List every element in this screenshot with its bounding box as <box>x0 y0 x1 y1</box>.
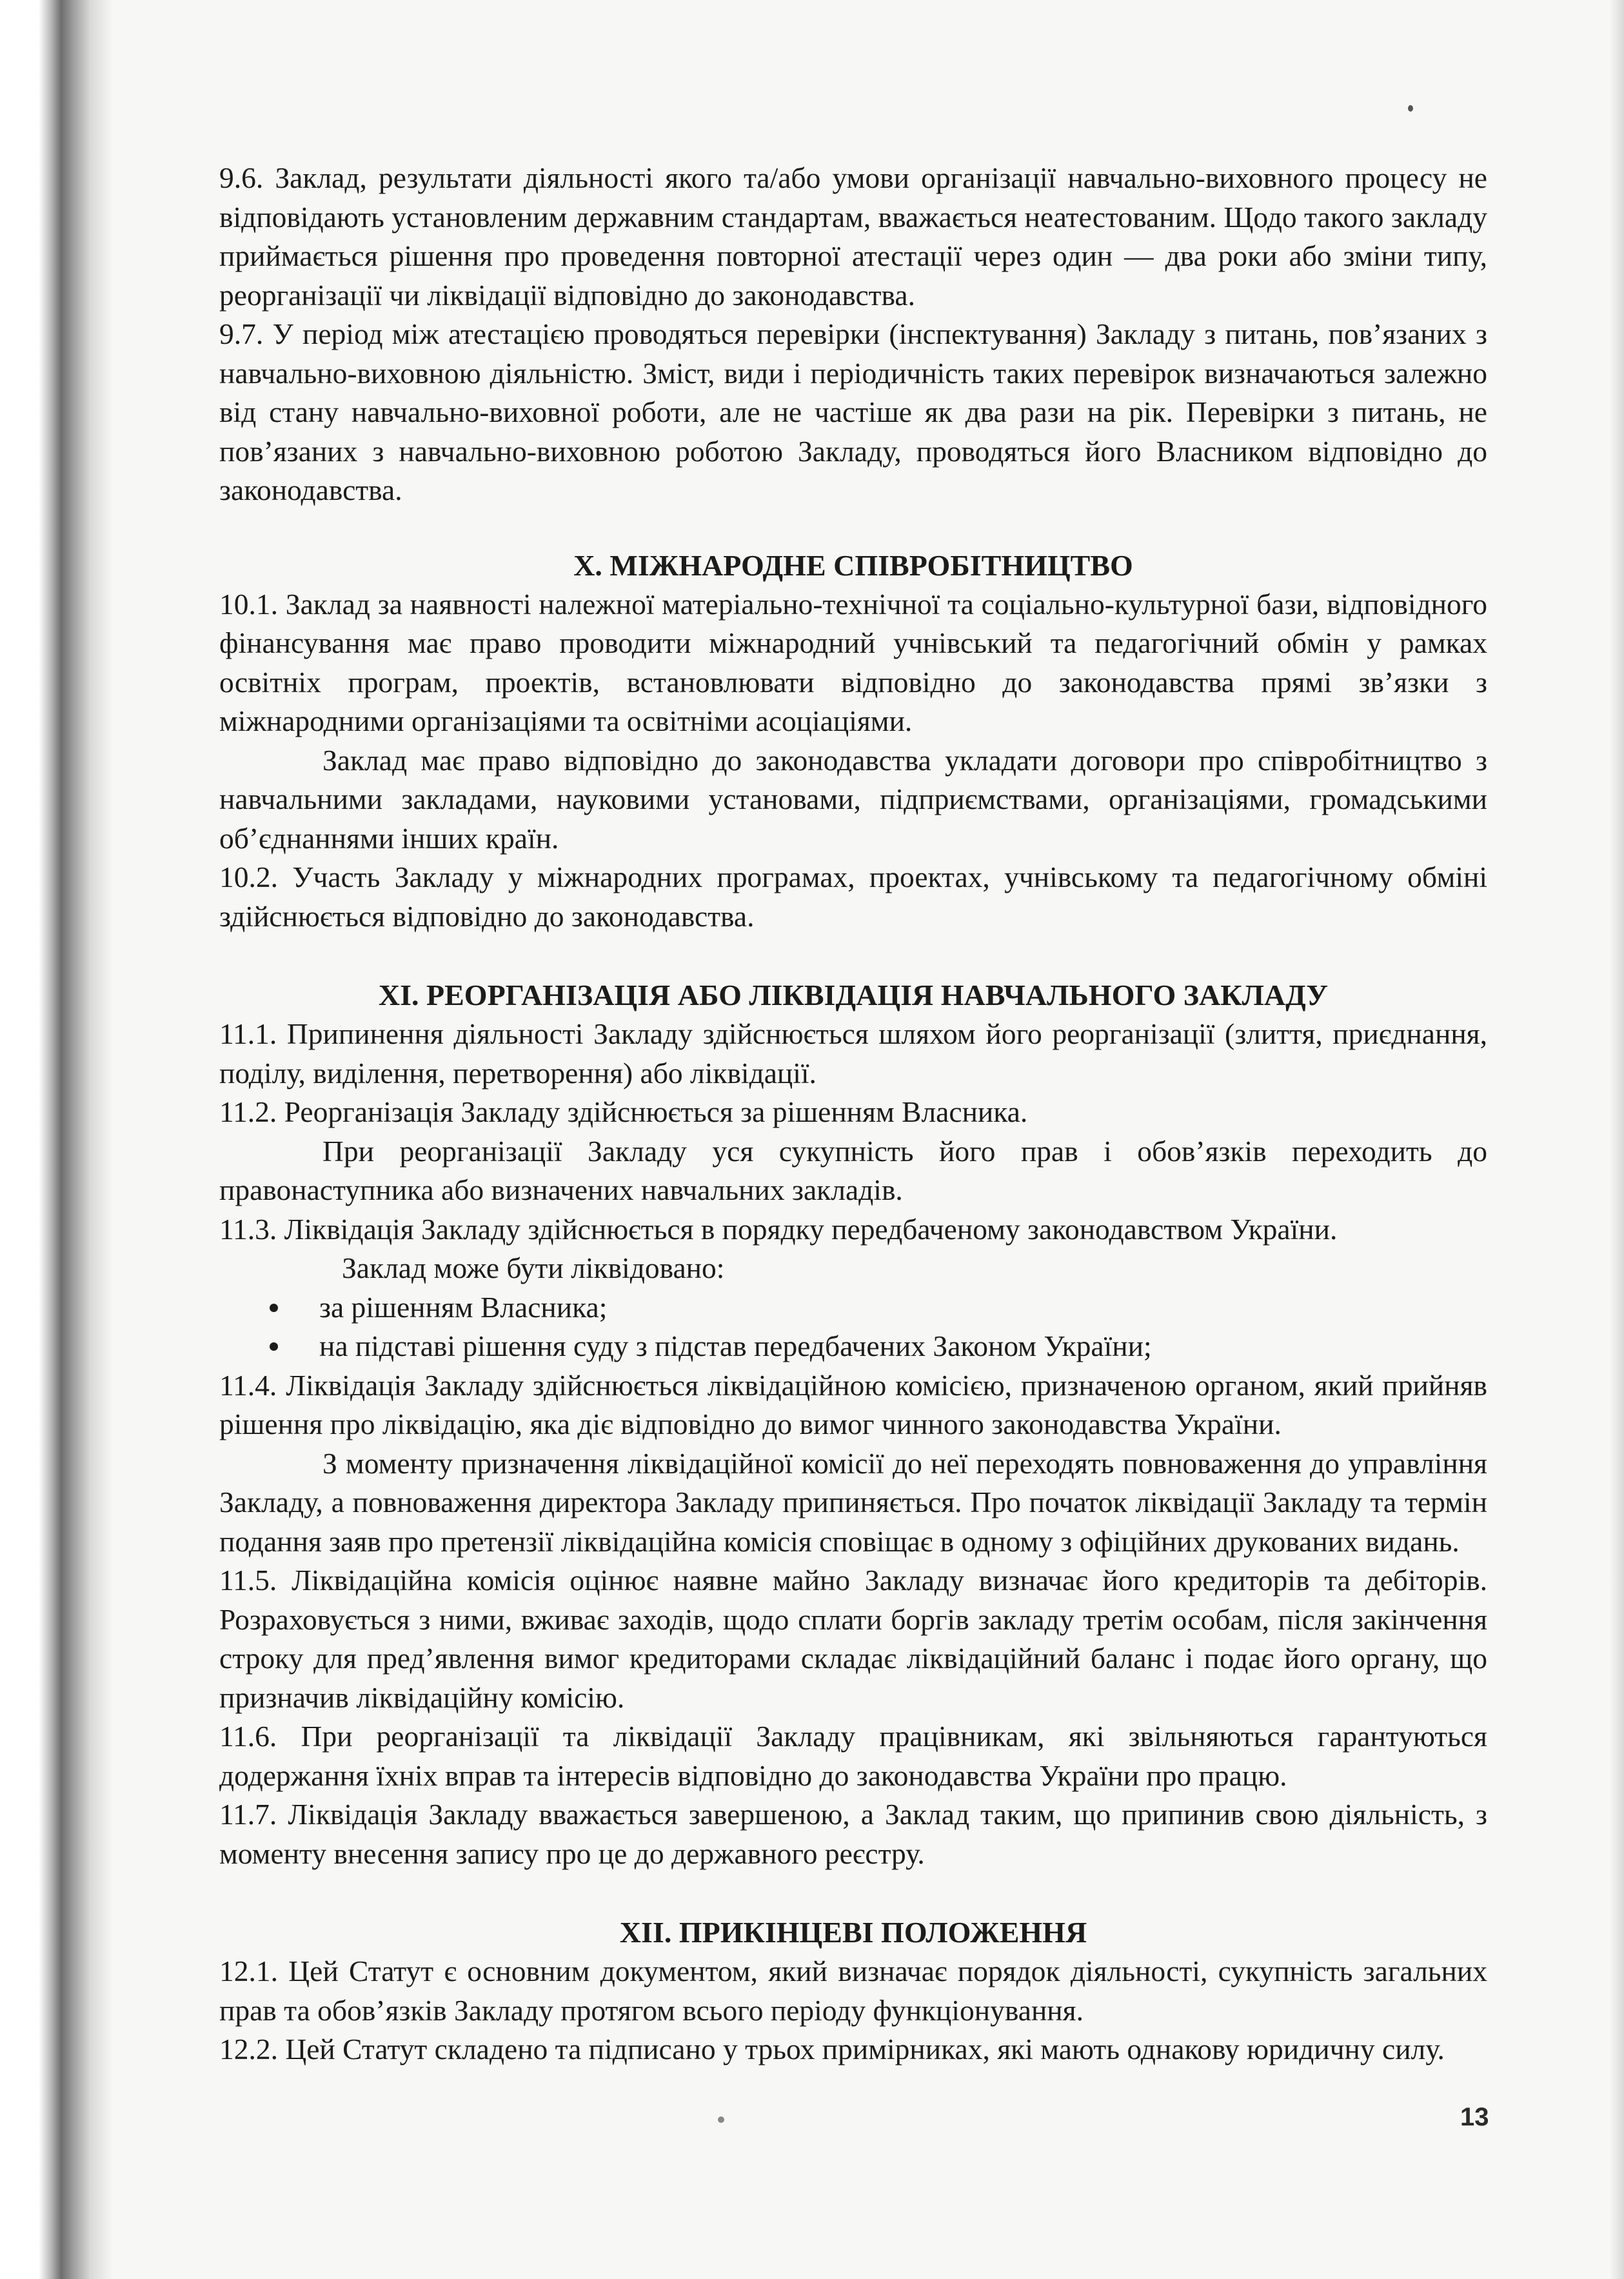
paragraph-11-2: 11.2. Реорганізація Закладу здійснюється за рішенням Власника. <box>219 1095 1028 1128</box>
scan-speck <box>1408 105 1413 112</box>
list-item <box>219 1288 1487 1328</box>
paragraph-12-1: 12.1. Цей Статут є основним документом, який визначає порядок діяльності, сукупність загальних прав та обов’язків Закладу протягом всього періоду функціонування. <box>219 1955 1487 2027</box>
scan-edge-shadow <box>1610 0 1624 2279</box>
section-xi-heading: XI. РЕОРГАНІЗАЦІЯ АБО ЛІКВІДАЦІЯ НАВЧАЛЬНОГО ЗАКЛАДУ <box>378 979 1329 1011</box>
paragraph-11-4: 11.4. Ліквідація Закладу здійснюється ліквідаційною комісією, призначеною органом, який прийняв рішення про ліквідацію, яка діє відповідно до вимог чинного законодавства України. <box>219 1368 1487 1440</box>
bullet-icon <box>270 1342 278 1351</box>
paragraph-12-2: 12.2. Цей Статут складено та підписано у трьох примірниках, які мають однакову юридичну силу. <box>219 2033 1445 2065</box>
bullet-icon <box>270 1304 278 1312</box>
paragraph-11-2-cont: При реорганізації Закладу уся сукупність його прав і обов’язків переходить до правонаступника або визначених навчальних закладів. <box>219 1134 1487 1206</box>
paragraph-11-1: 11.1. Припинення діяльності Закладу здійснюється шляхом його реорганізації (злиття, приєднання, поділу, виділення, перетворення) або ліквідації. <box>219 1017 1487 1090</box>
paragraph-10-1: 10.1. Заклад за наявності належної матеріально-технічної та соціально-культурної бази, відповідного фінансування має право проводити міжнародний учнівський та педагогічний обмін у рамках освітніх програм, проектів, встановлювати відповідно до законодавства прямі зв’язки з міжнародними організаціями та освітніми асоціаціями. <box>219 587 1487 737</box>
scan-binding-shadow <box>0 0 113 2279</box>
scan-speck <box>718 2116 724 2123</box>
section-x-heading: X. МІЖНАРОДНЕ СПІВРОБІТНИЦТВО <box>573 548 1133 582</box>
list-item-text: за рішенням Власника; <box>319 1290 608 1324</box>
paragraph-10-2: 10.2. Участь Закладу у міжнародних програмах, проектах, учнівському та педагогічному обміні здійснюється відповідно до законодавства. <box>219 861 1487 933</box>
paragraph-11-3-cont: Заклад може бути ліквідовано: <box>342 1251 725 1284</box>
paragraph-11-3: 11.3. Ліквідація Закладу здійснюється в порядку передбаченому законодавством України. <box>219 1212 1338 1246</box>
paragraph-9-6: 9.6. Заклад, результати діяльності якого та/або умови організації навчально-виховного процесу не відповідають установленим державним стандартам, вважається неатестованим. Щодо такого закладу приймається рішення про проведення повторної атестації через один — два роки або зміни типу, реорганізації чи ліквідації відповідно до законодавства. <box>219 161 1487 312</box>
paragraph-11-4-cont: З моменту призначення ліквідаційної комісії до неї переходять повноваження до управління Закладу, а повноваження директора Закладу припиняється. Про початок ліквідації Закладу та термін подання заяв про претензії ліквідаційна комісія сповіщає в одному з офіційних друкованих видань. <box>219 1446 1487 1558</box>
paragraph-11-5: 11.5. Ліквідаційна комісія оцінює наявне майно Закладу визначає його кредиторів та дебіторів. Розраховується з ними, вживає заходів, щодо сплати боргів закладу третім особам, після закінчення строку для пред’явлення вимог кредиторами складає ліквідаційний баланс і подає його органу, що призначив ліквідаційну комісію. <box>219 1564 1487 1714</box>
paragraph-9-7: 9.7. У період між атестацією проводяться перевірки (інспектування) Закладу з питань, пов’язаних з навчально-виховною діяльністю. Зміст, види і періодичність таких перевірок визначаються залежно від стану навчально-виховної роботи, але не частіше як два рази на рік. Перевірки з питань, не пов’язаних з навчально-виховною роботою Закладу, проводяться його Власником відповідно до законодавства. <box>219 317 1487 506</box>
paragraph-11-7: 11.7. Ліквідація Закладу вважається завершеною, а Заклад таким, що припинив свою діяльність, з моменту внесення запису про це до державного реєстру. <box>219 1798 1487 1870</box>
list-item-text: на підставі рішення суду з підстав передбачених Законом України; <box>319 1329 1152 1362</box>
section-xii-heading: XII. ПРИКІНЦЕВІ ПОЛОЖЕННЯ <box>619 1916 1087 1949</box>
page-number: 13 <box>1460 2103 1489 2131</box>
document-page <box>219 159 1487 2069</box>
paragraph-11-6: 11.6. При реорганізації та ліквідації Закладу працівникам, які звільняються гарантуються додержання їхніх вправ та інтересів відповідно до законодавства України про працю. <box>219 1720 1487 1792</box>
liquidation-grounds-list <box>219 1288 1487 1366</box>
paragraph-10-1-cont: Заклад має право відповідно до законодавства укладати договори про співробітництво з навчальними закладами, науковими установами, підприємствами, організаціями, громадськими об’єднаннями інших країн. <box>219 743 1487 855</box>
list-item <box>219 1327 1487 1366</box>
